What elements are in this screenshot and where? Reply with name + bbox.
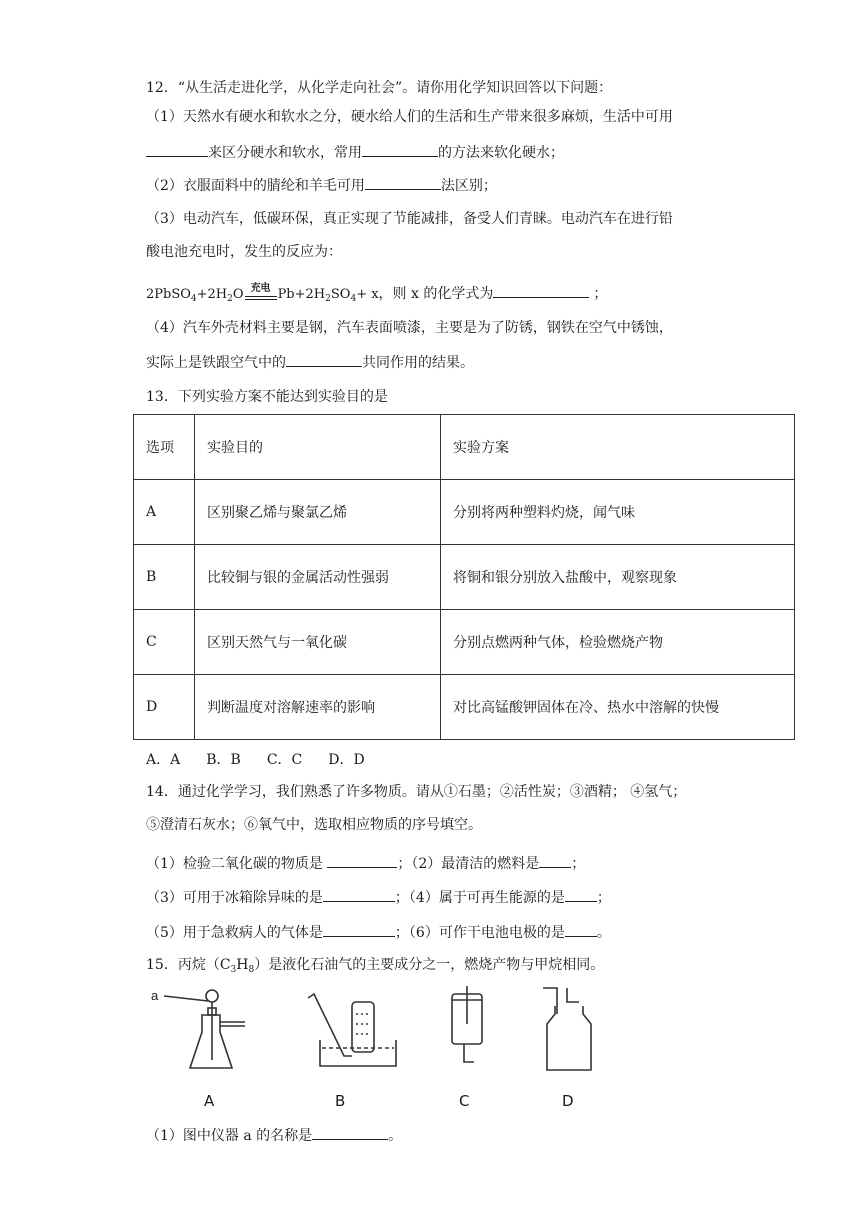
q14-blank-6[interactable] [565, 921, 597, 937]
q12-blank-2[interactable] [362, 141, 438, 157]
apparatus-label-c: C [459, 1092, 470, 1110]
q14-blank-4[interactable] [565, 886, 597, 902]
table-cell: 比较铜与银的金属活动性强弱 [195, 545, 441, 610]
label-a: a [151, 988, 159, 1003]
apparatus-c-bottle-icon [440, 984, 500, 1074]
reaction-arrow: 充电 [245, 285, 277, 305]
answer-option-a[interactable]: A．A [146, 752, 181, 768]
table-cell: C [134, 610, 195, 675]
table-row [134, 675, 795, 740]
table-header: 选项 [134, 415, 195, 480]
experiment-table [133, 414, 795, 740]
answer-option-c[interactable]: C．C [266, 752, 303, 768]
apparatus-a-flask-icon [150, 984, 260, 1074]
table-row [134, 610, 795, 675]
q12-blank-1[interactable] [146, 141, 208, 157]
q14-title-line1: 14．通过化学学习，我们熟悉了许多物质。请从①石墨；②活性炭；③酒精； ④氢气； [146, 784, 687, 800]
apparatus-label-b: B [335, 1092, 346, 1110]
q14-blank-3[interactable] [323, 886, 395, 902]
q12-blank-3[interactable] [365, 174, 441, 190]
q12-equation: $2PbSO_4+2H_2O$ 充电 $Pb+2H_2SO_4+ x$，则 x 的化学式为 ； [146, 282, 608, 304]
q15-title: 15．丙烷$(C_3H_8)$是液化石油气的主要成分之一，燃烧产物与甲烷相同。 [146, 957, 605, 975]
q12-part3-line1: （3）电动汽车，低碳环保，真正实现了节能减排，备受人们青睐。电动汽车在进行铅 [146, 211, 673, 227]
q12-blank-4[interactable] [493, 282, 589, 298]
table-row [134, 480, 795, 545]
q12-blank-5[interactable] [286, 351, 362, 367]
answer-option-b[interactable]: B．B [206, 752, 241, 768]
table-cell: B [134, 545, 195, 610]
apparatus-d-gas-bottle-icon [535, 984, 605, 1074]
q14-blank-2[interactable] [539, 852, 571, 868]
table-cell: D [134, 675, 195, 740]
apparatus-label-d: D [562, 1092, 574, 1110]
table-header-row [134, 415, 795, 480]
apparatus-b-water-trough-icon [300, 984, 410, 1074]
q13-answer-options [146, 750, 391, 770]
q12-part4-line1: （4）汽车外壳材料主要是钢，汽车表面喷漆，主要是为了防锈，钢铁在空气中锈蚀， [146, 320, 673, 336]
answer-option-d[interactable]: D．D [328, 752, 365, 768]
q14-row1: （1）检验二氧化碳的物质是 ；（2）最清洁的燃料是 ； [146, 852, 585, 874]
q12-part1-line2: 来区分硬水和软水，常用 的方法来软化硬水； [146, 141, 564, 163]
table-cell: 分别点燃两种气体，检验燃烧产物 [441, 610, 795, 675]
q15-blank-1[interactable] [312, 1124, 388, 1140]
table-cell: 判断温度对溶解速率的影响 [195, 675, 441, 740]
q14-row2: （3）可用于冰箱除异味的是 ；（4）属于可再生能源的是 ； [146, 886, 611, 908]
q12-part3-line2: 酸电池充电时，发生的反应为： [146, 244, 342, 260]
q14-title-line2: ⑤澄清石灰水；⑥氧气中，选取相应物质的序号填空。 [146, 817, 482, 833]
q15-part1: （1）图中仪器 a 的名称是 。 [146, 1124, 402, 1146]
q12-part1-line1: （1）天然水有硬水和软水之分，硬水给人们的生活和生产带来很多麻烦，生活中可用 [146, 109, 673, 125]
apparatus-label-a: A [204, 1092, 215, 1110]
table-cell: 分别将两种塑料灼烧，闻气味 [441, 480, 795, 545]
q12-part2: （2）衣服面料中的腈纶和羊毛可用 法区别； [146, 174, 497, 196]
q12-title: 12．“从生活走进化学，从化学走向社会”。请你用化学知识回答以下问题： [146, 80, 613, 96]
q14-blank-5[interactable] [323, 921, 395, 937]
table-cell: 区别天然气与一氧化碳 [195, 610, 441, 675]
table-header: 实验目的 [195, 415, 441, 480]
table-header: 实验方案 [441, 415, 795, 480]
table-row [134, 545, 795, 610]
table-cell: A [134, 480, 195, 545]
q12-part4-line2: 实际上是铁跟空气中的 共同作用的结果。 [146, 351, 474, 373]
table-cell: 对比高锰酸钾固体在冷、热水中溶解的快慢 [441, 675, 795, 740]
q13-title: 13．下列实验方案不能达到实验目的是 [146, 389, 388, 405]
q14-blank-1[interactable] [327, 852, 397, 868]
table-cell: 区别聚乙烯与聚氯乙烯 [195, 480, 441, 545]
q14-row3: （5）用于急救病人的气体是 ；（6）可作干电池电极的是 。 [146, 921, 611, 943]
table-cell: 将铜和银分别放入盐酸中，观察现象 [441, 545, 795, 610]
